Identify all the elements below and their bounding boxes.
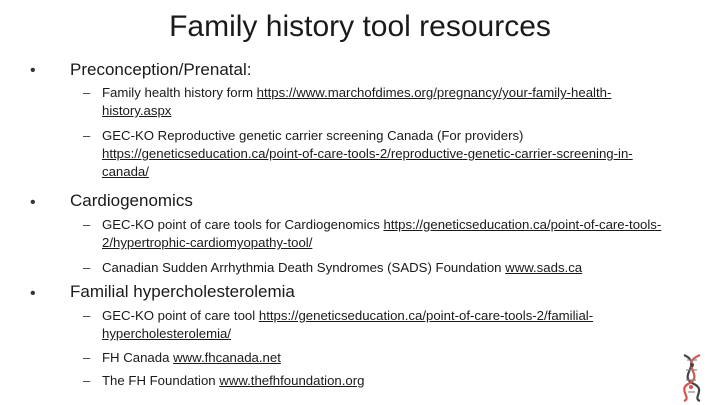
- section-heading-cardiogenomics: Cardiogenomics: [70, 191, 193, 210]
- list-item: [102, 127, 662, 181]
- fh-canada-link[interactable]: www.fhcanada.net: [173, 350, 281, 365]
- list-item: [102, 84, 662, 120]
- dash-icon: –: [83, 373, 91, 388]
- item-text: Canadian Sudden Arrhythmia Death Syndromes (SADS) Foundation: [102, 260, 506, 275]
- list-item: [102, 349, 662, 367]
- cardiogenomics-tool-link[interactable]: https://geneticseducation.ca/point-of-care-tools-2/hypertrophic-cardiomyopathy-tool/: [102, 217, 662, 250]
- bullet-icon: •: [30, 285, 36, 302]
- list-item: [102, 216, 662, 252]
- list-item: [102, 307, 662, 343]
- section-heading-familial-hypercholesterolemia: Familial hypercholesterolemia: [70, 282, 295, 301]
- fh-tool-link[interactable]: https://geneticseducation.ca/point-of-care-tools-2/familial-hypercholesterolemia/: [102, 308, 594, 341]
- dash-icon: –: [83, 217, 91, 232]
- sads-link[interactable]: www.sads.ca: [505, 260, 583, 275]
- item-text: GEC-KO point of care tools for Cardiogenomics: [102, 217, 384, 232]
- item-text: The FH Foundation: [102, 373, 220, 388]
- section-heading-preconception: Preconception/Prenatal:: [70, 60, 252, 79]
- dash-icon: –: [83, 85, 91, 100]
- family-health-history-link[interactable]: https://www.marchofdimes.org/pregnancy/your-family-health-history.aspx: [102, 85, 612, 118]
- bullet-icon: •: [30, 62, 36, 79]
- dash-icon: –: [83, 260, 91, 275]
- list-item: [102, 372, 662, 390]
- dash-icon: –: [83, 128, 91, 143]
- dna-helix-logo-icon: [670, 352, 714, 402]
- list-item: [102, 259, 662, 277]
- item-text: GEC-KO point of care tool: [102, 308, 259, 323]
- item-text: GEC-KO Reproductive genetic carrier screening Canada (For providers): [102, 128, 524, 143]
- item-text: Family health history form: [102, 85, 257, 100]
- bullet-icon: •: [30, 194, 36, 211]
- item-text: FH Canada: [102, 350, 174, 365]
- slide-title: Family history tool resources: [169, 10, 551, 43]
- dash-icon: –: [83, 350, 91, 365]
- reproductive-screening-link[interactable]: https://geneticseducation.ca/point-of-care-tools-2/reproductive-genetic-carrier-screening-in-canada/: [102, 146, 633, 179]
- dash-icon: –: [83, 308, 91, 323]
- fh-foundation-link[interactable]: www.thefhfoundation.org: [219, 373, 365, 388]
